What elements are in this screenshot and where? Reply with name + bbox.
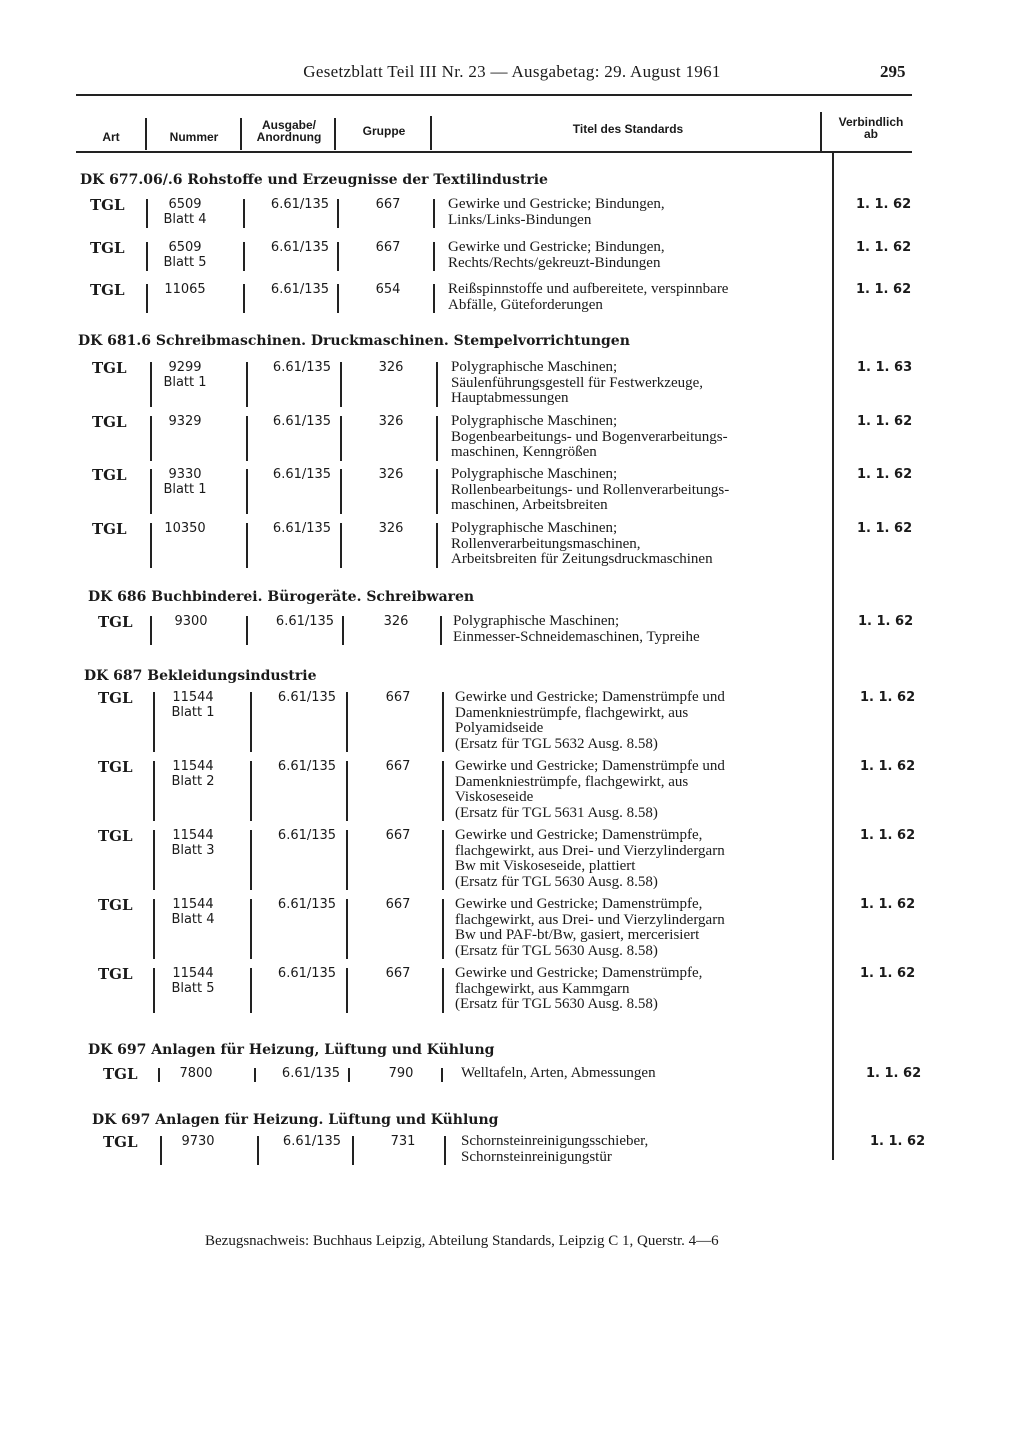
column-separator bbox=[246, 362, 248, 407]
standard-sheet: Blatt 1 bbox=[163, 482, 207, 497]
standard-title-line: Damenkniestrümpfe, flachgewirkt, aus bbox=[455, 704, 689, 721]
column-separator bbox=[146, 284, 148, 313]
standard-type: TGL bbox=[98, 965, 133, 983]
standard-sheet: Blatt 4 bbox=[171, 912, 215, 927]
column-separator bbox=[346, 692, 348, 752]
standard-title-line: Gewirke und Gestricke; Bindungen, bbox=[448, 239, 665, 255]
column-separator bbox=[337, 199, 339, 228]
column-separator bbox=[243, 242, 245, 271]
standard-number: 6509 bbox=[168, 197, 202, 212]
standard-title-line: Rollenverarbeitungsmaschinen, bbox=[451, 535, 641, 552]
standard-title-line: (Ersatz für TGL 5632 Ausg. 8.58) bbox=[455, 735, 658, 752]
column-separator bbox=[346, 761, 348, 821]
standard-number: 9730 bbox=[181, 1134, 215, 1149]
standard-title-line: Gewirke und Gestricke; Damenstrümpfe und bbox=[455, 689, 725, 705]
column-separator bbox=[340, 469, 342, 514]
footer-reference: Bezugsnachweis: Buchhaus Leipzig, Abteilung Standards, Leipzig C 1, Querstr. 4—6 bbox=[205, 1233, 719, 1249]
column-separator bbox=[348, 1068, 350, 1082]
group-number: 667 bbox=[375, 240, 401, 255]
column-separator bbox=[436, 523, 438, 568]
standard-sheet: Blatt 3 bbox=[171, 843, 215, 858]
header-separator bbox=[145, 118, 147, 150]
standard-number: 11544 bbox=[172, 759, 214, 774]
column-separator bbox=[440, 616, 442, 645]
standard-type: TGL bbox=[92, 466, 127, 484]
standard-title-line: Gewirke und Gestricke; Damenstrümpfe, bbox=[455, 827, 703, 843]
column-separator bbox=[436, 469, 438, 514]
column-header-art: Art bbox=[102, 130, 120, 144]
standard-type: TGL bbox=[92, 413, 127, 431]
column-separator bbox=[433, 242, 435, 271]
standard-type: TGL bbox=[98, 613, 133, 631]
column-separator bbox=[243, 284, 245, 313]
standard-number: 7800 bbox=[179, 1066, 213, 1081]
standard-sheet: Blatt 1 bbox=[171, 705, 215, 720]
column-separator bbox=[442, 968, 444, 1013]
effective-date: 1. 1. 62 bbox=[857, 414, 913, 429]
group-number: 667 bbox=[385, 897, 411, 912]
header-separator bbox=[430, 116, 432, 150]
header-rule-top bbox=[76, 94, 912, 96]
column-header-verbindlich-line1: Verbindlich bbox=[838, 115, 904, 129]
column-header-ausgabe bbox=[244, 119, 334, 143]
column-separator bbox=[246, 523, 248, 568]
column-separator bbox=[442, 899, 444, 959]
standard-type: TGL bbox=[98, 827, 133, 845]
issue-order: 6.61/135 bbox=[277, 897, 337, 912]
column-header-ausgabe-line1: Ausgabe/ bbox=[261, 118, 316, 132]
verbindlich-column-line bbox=[832, 152, 834, 1160]
column-separator bbox=[441, 1068, 443, 1082]
standard-title-line: Polygraphische Maschinen; bbox=[453, 613, 620, 629]
standard-title-line: Welltafeln, Arten, Abmessungen bbox=[461, 1065, 656, 1081]
effective-date: 1. 1. 62 bbox=[856, 197, 912, 212]
issue-order: 6.61/135 bbox=[270, 240, 330, 255]
column-separator bbox=[150, 616, 152, 645]
page-number: 295 bbox=[880, 62, 906, 81]
standard-title-line: maschinen, Kenngrößen bbox=[451, 444, 597, 460]
standard-type: TGL bbox=[103, 1065, 138, 1083]
header-rule-bottom bbox=[76, 151, 912, 153]
issue-order: 6.61/135 bbox=[277, 759, 337, 774]
effective-date: 1. 1. 62 bbox=[860, 759, 916, 774]
column-separator bbox=[346, 968, 348, 1013]
column-separator bbox=[352, 1136, 354, 1165]
standard-sheet: Blatt 5 bbox=[171, 981, 215, 996]
group-number: 667 bbox=[385, 828, 411, 843]
issue-order: 6.61/135 bbox=[272, 360, 332, 375]
standard-title-line: Gewirke und Gestricke; Damenstrümpfe, bbox=[455, 896, 703, 912]
group-number: 326 bbox=[383, 614, 409, 629]
standard-title-line: flachgewirkt, aus Drei- und Vierzylindergarn bbox=[455, 842, 725, 859]
effective-date: 1. 1. 62 bbox=[858, 614, 914, 629]
standard-title-line: Links/Links-Bindungen bbox=[448, 211, 592, 228]
effective-date: 1. 1. 62 bbox=[870, 1134, 926, 1149]
standard-number: 9300 bbox=[174, 614, 208, 629]
page-header-title: Gesetzblatt Teil III Nr. 23 — Ausgabetag: 29. August 1961 bbox=[303, 62, 721, 81]
section-heading: DK 687 Bekleidungsindustrie bbox=[84, 668, 317, 684]
column-separator bbox=[150, 523, 152, 568]
group-number: 667 bbox=[385, 966, 411, 981]
standard-title-line: Säulenführungsgestell für Festwerkzeuge, bbox=[451, 374, 704, 391]
column-separator bbox=[250, 830, 252, 890]
effective-date: 1. 1. 62 bbox=[860, 897, 916, 912]
standard-title-line: (Ersatz für TGL 5630 Ausg. 8.58) bbox=[455, 996, 658, 1012]
column-separator bbox=[436, 362, 438, 407]
column-separator bbox=[444, 1136, 446, 1165]
standard-type: TGL bbox=[103, 1133, 138, 1151]
column-separator bbox=[254, 1068, 256, 1082]
column-separator bbox=[246, 616, 248, 645]
column-separator bbox=[250, 692, 252, 752]
standard-title-line: Reißspinnstoffe und aufbereitete, verspinnbare bbox=[448, 281, 729, 297]
group-number: 326 bbox=[378, 414, 404, 429]
section-heading: DK 686 Buchbinderei. Bürogeräte. Schreibwaren bbox=[88, 589, 475, 605]
column-separator bbox=[257, 1136, 259, 1165]
section-heading: DK 697 Anlagen für Heizung, Lüftung und Kühlung bbox=[88, 1042, 495, 1058]
column-separator bbox=[246, 469, 248, 514]
standard-title-line: Polygraphische Maschinen; bbox=[451, 520, 618, 536]
standard-title-line: Polygraphische Maschinen; bbox=[451, 359, 618, 375]
effective-date: 1. 1. 62 bbox=[866, 1066, 922, 1081]
standard-title-line: (Ersatz für TGL 5630 Ausg. 8.58) bbox=[455, 942, 658, 959]
standard-number: 11544 bbox=[172, 828, 214, 843]
group-number: 667 bbox=[375, 197, 401, 212]
effective-date: 1. 1. 62 bbox=[856, 240, 912, 255]
standard-title-line: Schornsteinreinigungstür bbox=[461, 1148, 612, 1165]
column-separator bbox=[342, 616, 344, 645]
effective-date: 1. 1. 62 bbox=[857, 521, 913, 536]
column-header-ausgabe-line2: Anordnung bbox=[256, 130, 322, 144]
standard-title-line: Damenkniestrümpfe, flachgewirkt, aus bbox=[455, 773, 689, 790]
standard-title-line: Bw und PAF-bt/Bw, gasiert, mercerisiert bbox=[455, 927, 700, 943]
standard-title-line: Schornsteinreinigungsschieber, bbox=[461, 1133, 649, 1149]
column-header-verbindlich bbox=[824, 116, 918, 140]
standard-title-line: Polyamidseide bbox=[455, 720, 544, 736]
effective-date: 1. 1. 62 bbox=[856, 282, 912, 297]
issue-order: 6.61/135 bbox=[270, 197, 330, 212]
column-separator bbox=[337, 284, 339, 313]
issue-order: 6.61/135 bbox=[282, 1134, 342, 1149]
column-separator bbox=[346, 830, 348, 890]
group-number: 731 bbox=[390, 1134, 416, 1149]
standard-title-line: Rechts/Rechts/gekreuzt-Bindungen bbox=[448, 254, 661, 271]
standard-number: 11544 bbox=[172, 966, 214, 981]
column-header-verbindlich-line2: ab bbox=[863, 127, 878, 141]
column-separator bbox=[433, 199, 435, 228]
standard-type: TGL bbox=[90, 196, 125, 214]
group-number: 326 bbox=[378, 467, 404, 482]
group-number: 326 bbox=[378, 360, 404, 375]
standard-sheet: Blatt 2 bbox=[171, 774, 215, 789]
standard-title-line: Bw mit Viskoseseide, plattiert bbox=[455, 858, 636, 874]
effective-date: 1. 1. 62 bbox=[860, 828, 916, 843]
standard-title-line: Polygraphische Maschinen; bbox=[451, 413, 618, 429]
effective-date: 1. 1. 62 bbox=[857, 467, 913, 482]
column-header-gruppe: Gruppe bbox=[362, 124, 406, 138]
column-separator bbox=[340, 416, 342, 461]
standard-title-line: maschinen, Arbeitsbreiten bbox=[451, 497, 608, 513]
column-separator bbox=[250, 761, 252, 821]
column-separator bbox=[146, 242, 148, 271]
standard-title-line: Gewirke und Gestricke; Bindungen, bbox=[448, 196, 665, 212]
standard-title-line: Gewirke und Gestricke; Damenstrümpfe, bbox=[455, 965, 703, 981]
standard-number: 11065 bbox=[164, 282, 206, 297]
header-separator bbox=[820, 112, 822, 152]
column-separator bbox=[153, 692, 155, 752]
column-separator bbox=[158, 1068, 160, 1082]
section-heading: DK 681.6 Schreibmaschinen. Druckmaschinen. Stempelvorrichtungen bbox=[78, 333, 630, 349]
column-separator bbox=[150, 469, 152, 514]
column-separator bbox=[442, 692, 444, 752]
column-header-nummer: Nummer bbox=[169, 130, 219, 144]
column-separator bbox=[150, 416, 152, 461]
column-separator bbox=[153, 968, 155, 1013]
standard-number: 6509 bbox=[168, 240, 202, 255]
column-separator bbox=[146, 199, 148, 228]
column-separator bbox=[433, 284, 435, 313]
standard-title-line: Hauptabmessungen bbox=[451, 390, 569, 406]
issue-order: 6.61/135 bbox=[272, 414, 332, 429]
standard-sheet: Blatt 1 bbox=[163, 375, 207, 390]
group-number: 667 bbox=[385, 690, 411, 705]
standard-sheet: Blatt 4 bbox=[163, 212, 207, 227]
standard-type: TGL bbox=[90, 239, 125, 257]
column-separator bbox=[160, 1136, 162, 1165]
standard-title-line: Bogenbearbeitungs- und Bogenverarbeitungs- bbox=[451, 428, 728, 445]
column-separator bbox=[442, 830, 444, 890]
column-separator bbox=[250, 968, 252, 1013]
standard-title-line: Gewirke und Gestricke; Damenstrümpfe und bbox=[455, 758, 725, 774]
column-separator bbox=[337, 242, 339, 271]
header-separator bbox=[334, 118, 336, 150]
standard-number: 11544 bbox=[172, 690, 214, 705]
issue-order: 6.61/135 bbox=[272, 467, 332, 482]
standard-title-line: Einmesser-Schneidemaschinen, Typreihe bbox=[453, 628, 700, 645]
effective-date: 1. 1. 62 bbox=[860, 690, 916, 705]
column-separator bbox=[153, 761, 155, 821]
standard-title-line: Rollenbearbeitungs- und Rollenverarbeitungs- bbox=[451, 481, 730, 498]
column-separator bbox=[243, 199, 245, 228]
section-heading: DK 677.06/.6 Rohstoffe und Erzeugnisse der Textilindustrie bbox=[80, 172, 548, 188]
standard-type: TGL bbox=[92, 359, 127, 377]
standard-number: 9329 bbox=[168, 414, 202, 429]
standard-type: TGL bbox=[92, 520, 127, 538]
standard-title-line: (Ersatz für TGL 5630 Ausg. 8.58) bbox=[455, 873, 658, 890]
standard-title-line: flachgewirkt, aus Drei- und Vierzylindergarn bbox=[455, 911, 725, 928]
standard-number: 9299 bbox=[168, 360, 202, 375]
column-header-titel: Titel des Standards bbox=[572, 122, 684, 136]
column-separator bbox=[150, 362, 152, 407]
standard-number: 9330 bbox=[168, 467, 202, 482]
standard-number: 11544 bbox=[172, 897, 214, 912]
standard-title-line: Abfälle, Güteforderungen bbox=[448, 296, 603, 313]
column-separator bbox=[153, 830, 155, 890]
group-number: 326 bbox=[378, 521, 404, 536]
standard-type: TGL bbox=[98, 758, 133, 776]
issue-order: 6.61/135 bbox=[277, 828, 337, 843]
standard-title-line: Arbeitsbreiten für Zeitungsdruckmaschinen bbox=[451, 551, 713, 567]
effective-date: 1. 1. 62 bbox=[860, 966, 916, 981]
group-number: 667 bbox=[385, 759, 411, 774]
standard-number: 10350 bbox=[164, 521, 206, 536]
standard-type: TGL bbox=[98, 689, 133, 707]
standard-sheet: Blatt 5 bbox=[163, 255, 207, 270]
column-separator bbox=[340, 523, 342, 568]
issue-order: 6.61/135 bbox=[272, 521, 332, 536]
issue-order: 6.61/135 bbox=[277, 966, 337, 981]
column-separator bbox=[346, 899, 348, 959]
standard-type: TGL bbox=[98, 896, 133, 914]
column-separator bbox=[153, 899, 155, 959]
column-separator bbox=[436, 416, 438, 461]
issue-order: 6.61/135 bbox=[275, 614, 335, 629]
group-number: 654 bbox=[375, 282, 401, 297]
standard-title-line: Viskoseseide bbox=[455, 789, 534, 805]
standard-title-line: flachgewirkt, aus Kammgarn bbox=[455, 980, 630, 997]
column-separator bbox=[250, 899, 252, 959]
section-heading: DK 697 Anlagen für Heizung. Lüftung und Kühlung bbox=[92, 1112, 499, 1128]
issue-order: 6.61/135 bbox=[281, 1066, 341, 1081]
issue-order: 6.61/135 bbox=[270, 282, 330, 297]
group-number: 790 bbox=[388, 1066, 414, 1081]
issue-order: 6.61/135 bbox=[277, 690, 337, 705]
standard-title-line: Polygraphische Maschinen; bbox=[451, 466, 618, 482]
effective-date: 1. 1. 63 bbox=[857, 360, 913, 375]
standard-title-line: (Ersatz für TGL 5631 Ausg. 8.58) bbox=[455, 804, 658, 821]
header-separator bbox=[240, 118, 242, 150]
standard-type: TGL bbox=[90, 281, 125, 299]
column-separator bbox=[246, 416, 248, 461]
column-separator bbox=[340, 362, 342, 407]
column-separator bbox=[442, 761, 444, 821]
